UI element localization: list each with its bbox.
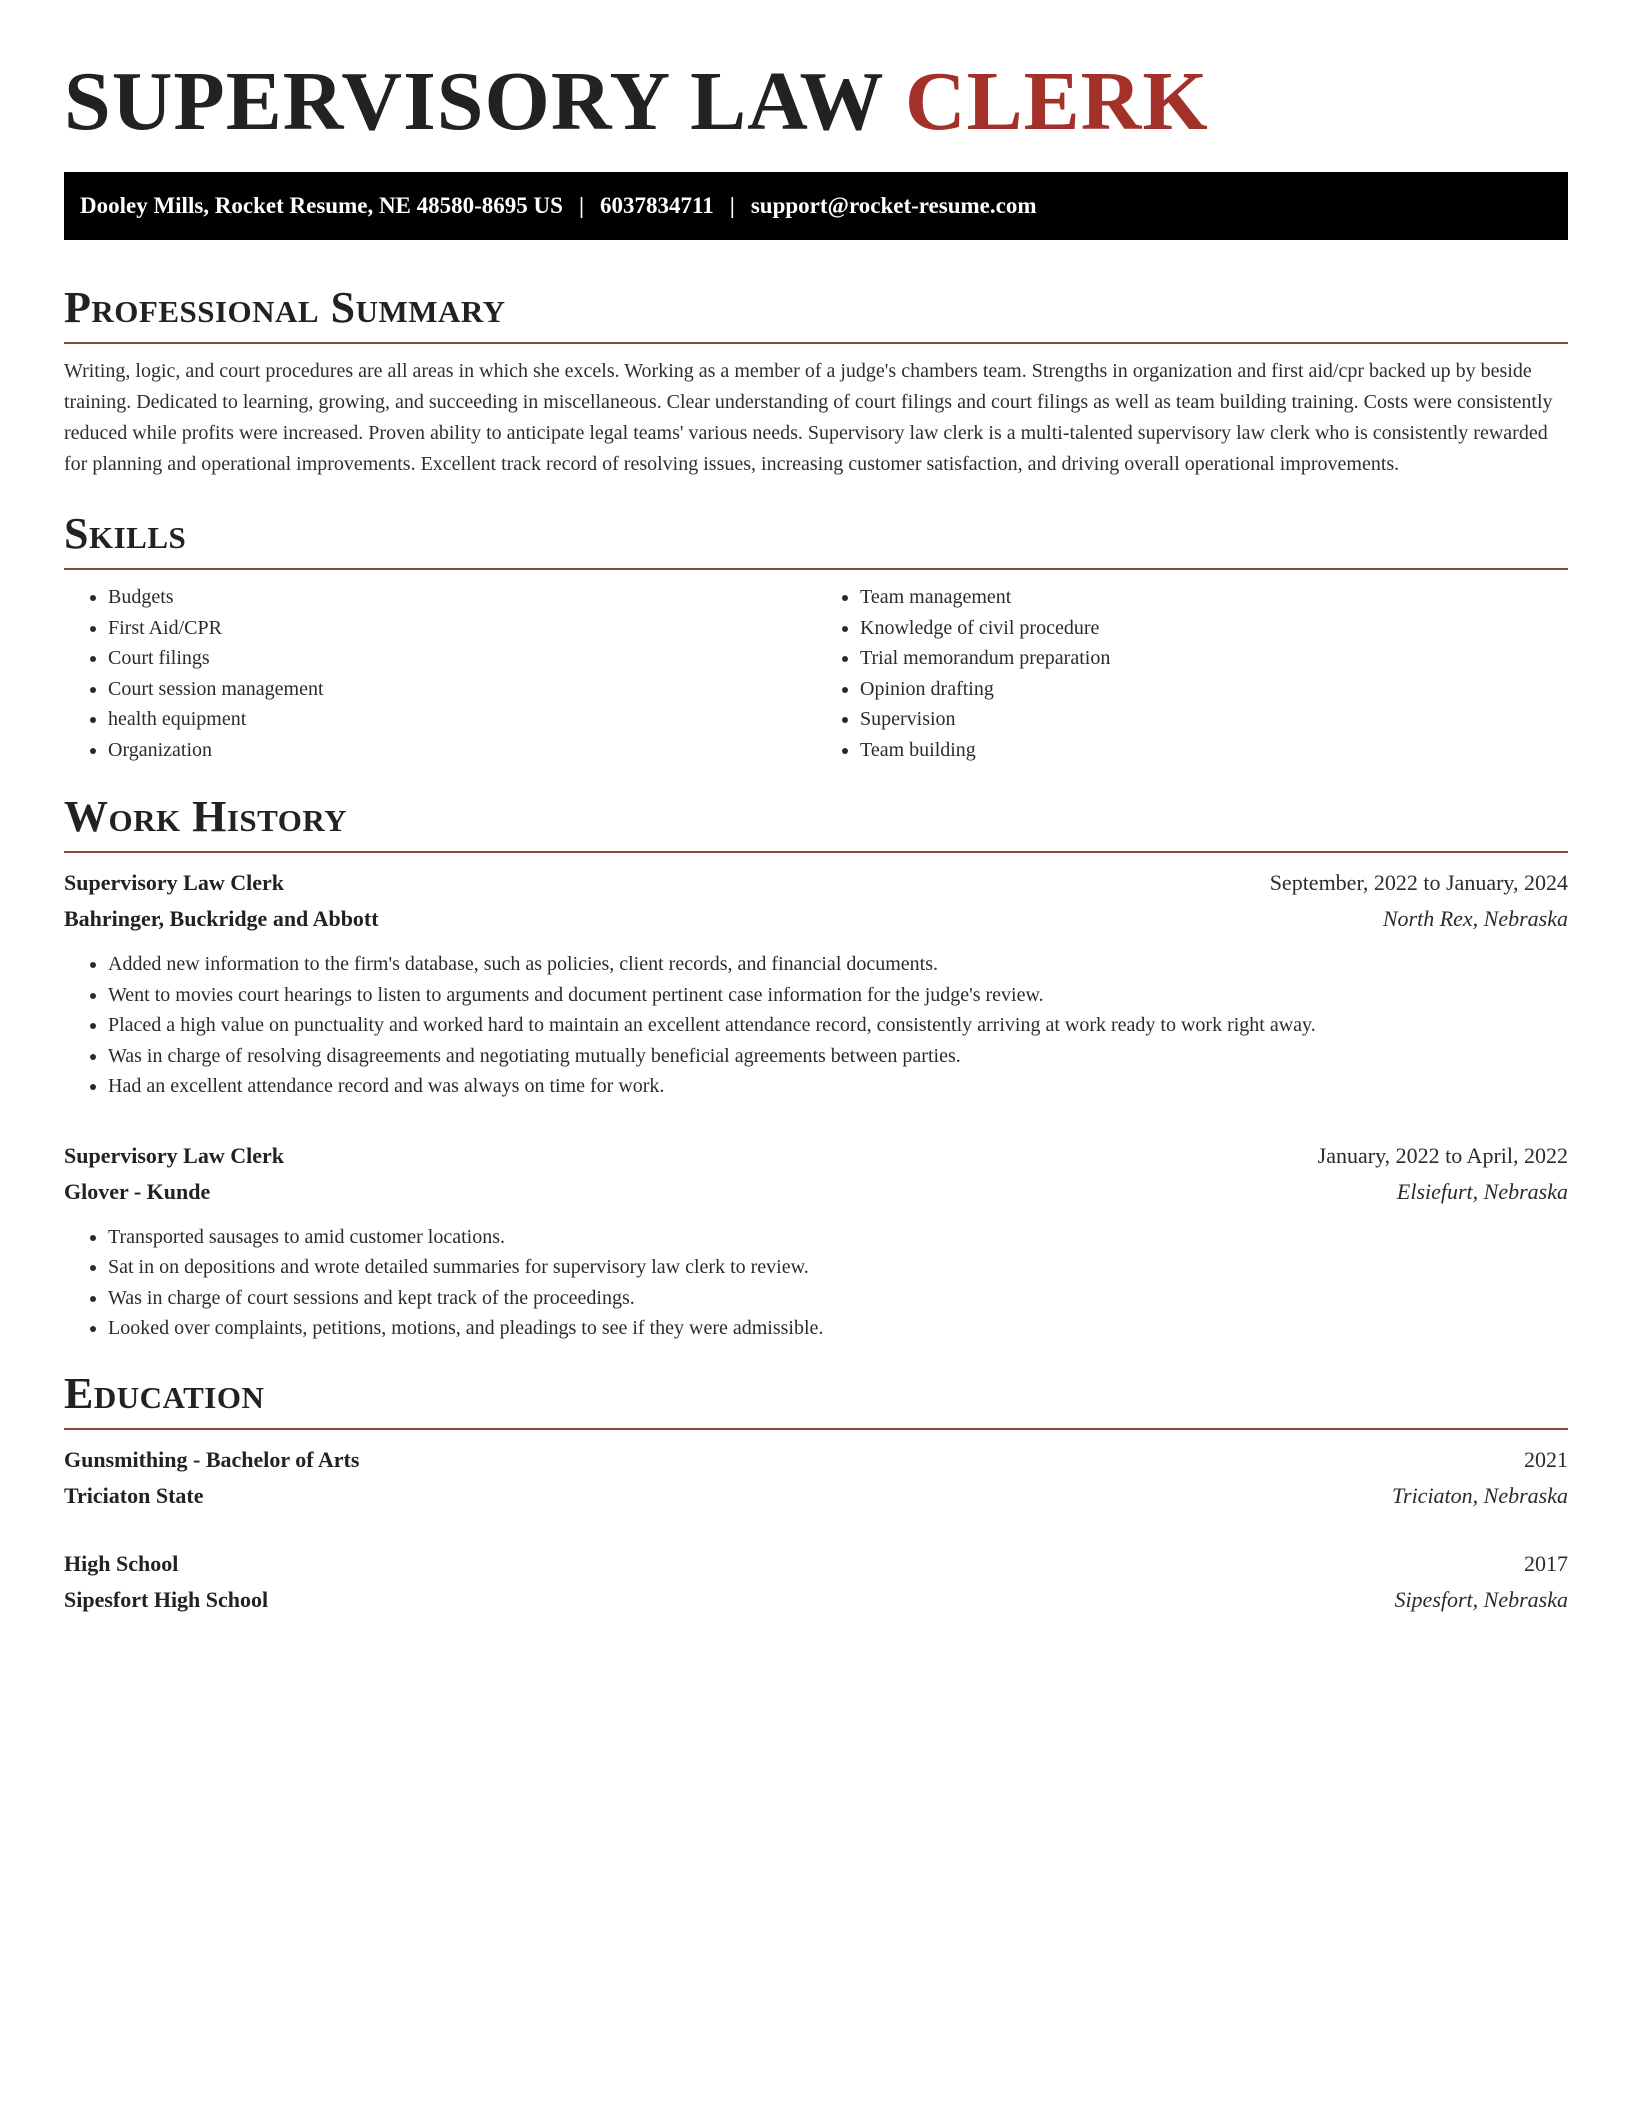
education-entry-header <box>64 1546 1568 1582</box>
company-name: Bahringer, Buckridge and Abbott <box>64 906 379 931</box>
school-location: Triciaton, Nebraska <box>1391 1482 1568 1508</box>
section-heading-work: Work History <box>64 792 348 841</box>
contact-phone: 6037834711 <box>600 193 714 218</box>
job-title: Supervisory Law Clerk <box>64 870 284 895</box>
work-entry <box>64 1138 1568 1344</box>
skills-section <box>64 508 1568 765</box>
job-bullet: • Added new information to the firm's database, such as policies, client records, and financial documents. <box>108 949 1568 980</box>
skills-list-right <box>816 582 1568 765</box>
school-name: Sipesfort High School <box>64 1586 269 1612</box>
contact-email: support@rocket-resume.com <box>750 193 1037 218</box>
section-divider <box>64 851 1568 853</box>
education-entry <box>64 1546 1568 1618</box>
skill-item: • Court session management <box>108 674 816 705</box>
section-heading-skills: Skills <box>64 509 187 558</box>
skill-item: • Opinion drafting <box>860 674 1568 705</box>
job-bullet: • Placed a high value on punctuality and worked hard to maintain an excellent attendance record, consistently arriving at work ready to work right away. <box>108 1010 1568 1041</box>
summary-text: Writing, logic, and court procedures are all areas in which she excels. Working as a member of a judge's chambers team. Strengths in organization and first aid/cpr backed up by beside training. Dedicated to learning, growing, and succeeding in miscellaneous. Clear understanding of court filings and court filings as well as team building training. Costs were consistently reduced while profits were increased. Proven ability to anticipate legal teams' various needs. Supervisory law clerk is a multi-talented supervisory law clerk who is consistently rewarded for planning and operational improvements. Excellent track record of resolving issues, increasing customer satisfaction, and driving overall operational improvements. <box>64 360 1553 475</box>
skill-item: • Team building <box>860 735 1568 766</box>
degree-name: High School <box>64 1550 179 1576</box>
job-bullet: • Went to movies court hearings to listen to arguments and document pertinent case information for the judge's review. <box>108 980 1568 1011</box>
section-divider <box>64 568 1568 570</box>
school-name: Triciaton State <box>64 1482 204 1508</box>
company-name: Glover - Kunde <box>64 1178 211 1204</box>
job-bullet: • Was in charge of resolving disagreements and negotiating mutually beneficial agreements between parties. <box>108 1041 1568 1072</box>
school-location: Sipesfort, Nebraska <box>1394 1586 1568 1612</box>
education-entry-subheader <box>64 1478 1568 1514</box>
section-divider <box>64 1428 1568 1430</box>
section-divider <box>64 342 1568 344</box>
job-bullet: • Transported sausages to amid customer locations. <box>108 1222 1568 1253</box>
skills-list-left <box>64 582 816 765</box>
degree-name: Gunsmithing - Bachelor of Arts <box>64 1446 360 1472</box>
resume-title <box>64 52 1568 152</box>
contact-bar <box>64 172 1568 240</box>
work-section <box>64 791 1568 1344</box>
contact-address: Dooley Mills, Rocket Resume, NE 48580-8695 US <box>80 193 563 218</box>
job-bullets <box>64 949 1568 1102</box>
skill-item: • Supervision <box>860 704 1568 735</box>
job-dates: September, 2022 to January, 2024 <box>1269 870 1568 895</box>
title-main: SUPERVISORY LAW <box>64 55 905 148</box>
job-title: Supervisory Law Clerk <box>64 1142 284 1168</box>
section-heading-summary: Professional Summary <box>64 283 506 332</box>
work-entry <box>64 865 1568 1102</box>
job-location: Elsiefurt, Nebraska <box>1396 1178 1568 1204</box>
education-entry-subheader <box>64 1582 1568 1618</box>
section-heading-education: Education <box>64 1368 265 1418</box>
contact-separator: | <box>729 193 735 218</box>
skill-item: • health equipment <box>108 704 816 735</box>
skill-item: • Budgets <box>108 582 816 613</box>
graduation-year: 2021 <box>1524 1446 1568 1472</box>
work-entry-header <box>64 1138 1568 1174</box>
work-entry-subheader <box>64 901 1568 937</box>
job-bullet: • Sat in on depositions and wrote detailed summaries for supervisory law clerk to review. <box>108 1252 1568 1283</box>
title-accent: CLERK <box>904 55 1209 148</box>
job-bullet: • Looked over complaints, petitions, motions, and pleadings to see if they were admissible. <box>108 1313 1568 1344</box>
graduation-year: 2017 <box>1524 1550 1568 1576</box>
skill-item: • Team management <box>860 582 1568 613</box>
contact-separator: | <box>578 193 585 218</box>
skill-item: • Knowledge of civil procedure <box>860 613 1568 644</box>
work-entry-subheader <box>64 1174 1568 1210</box>
skill-item: • Court filings <box>108 643 816 674</box>
job-bullet: • Was in charge of court sessions and kept track of the proceedings. <box>108 1283 1568 1314</box>
education-entry <box>64 1442 1568 1514</box>
education-entry-header <box>64 1442 1568 1478</box>
skill-item: • Trial memorandum preparation <box>860 643 1568 674</box>
education-section <box>64 1368 1568 1618</box>
summary-section <box>64 282 1568 480</box>
skills-columns <box>64 582 1568 765</box>
job-bullet: • Had an excellent attendance record and was always on time for work. <box>108 1071 1568 1102</box>
skill-item: • First Aid/CPR <box>108 613 816 644</box>
job-dates: January, 2022 to April, 2022 <box>1317 1142 1568 1168</box>
job-location: North Rex, Nebraska <box>1382 906 1568 931</box>
work-entry-header <box>64 865 1568 901</box>
job-bullets <box>64 1222 1568 1344</box>
skill-item: • Organization <box>108 735 816 766</box>
